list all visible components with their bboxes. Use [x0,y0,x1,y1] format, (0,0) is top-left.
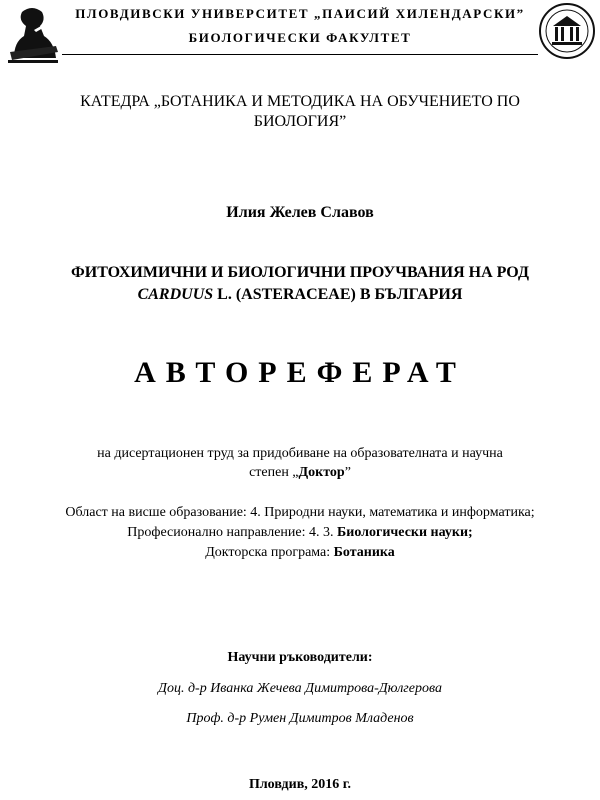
field-area: Област на висше образование: 4. Природни науки, математика и информатика; [65,505,535,520]
study-fields [0,503,600,563]
faculty-name: БИОЛОГИЧЕСКИ ФАКУЛТЕТ [188,30,412,45]
field-program [0,543,600,563]
monk-writing-icon [4,2,62,66]
title-line-2-rest: L. (ASTERACEAE) В БЪЛГАРИЯ [213,286,463,303]
header-divider [62,54,538,55]
title-line-2 [0,284,600,306]
purpose-degree-suffix: ” [344,465,351,480]
field-program-value: Ботаника [333,545,395,560]
supervisor-name: Доц. д-р Иванка Жечева Димитрова-Дюлгерова [158,681,442,696]
purpose-degree-prefix: степен „ [249,465,299,480]
supervisors-heading: Научни ръководители: [227,650,373,665]
document-header [0,0,600,72]
field-program-label: Докторска програма: [205,545,334,560]
purpose-statement [30,444,570,482]
department-line-1: КАТЕДРА „БОТАНИКА И МЕТОДИКА НА ОБУЧЕНИЕТО ПО [80,93,520,110]
author-name: Илия Желев Славов [226,204,374,221]
purpose-line-1: на дисертационен труд за придобиване на образователната и научна [97,446,503,461]
department-name [40,92,560,132]
title-line-1: ФИТОХИМИЧНИ И БИОЛОГИЧНИ ПРОУЧВАНИЯ НА РОД [71,264,529,281]
title-genus: CARDUUS [137,286,214,303]
department-line-2: БИОЛОГИЯ” [253,113,347,130]
field-direction [0,523,600,543]
supervisor-name: Проф. д-р Румен Димитров Младенов [186,711,414,726]
university-name: ПЛОВДИВСКИ УНИВЕРСИТЕТ „ПАИСИЙ ХИЛЕНДАРСКИ” [75,6,525,21]
field-direction-value: Биологически науки; [337,525,473,540]
purpose-line-2 [30,463,570,482]
university-seal-icon [538,2,596,60]
field-direction-label: Професионално направление: 4. 3. [127,525,337,540]
place-and-year: Пловдив, 2016 г. [248,777,352,792]
dissertation-title [0,262,600,306]
purpose-degree: Доктор [298,465,345,480]
document-type: АВТОРЕФЕРАТ [134,356,466,389]
